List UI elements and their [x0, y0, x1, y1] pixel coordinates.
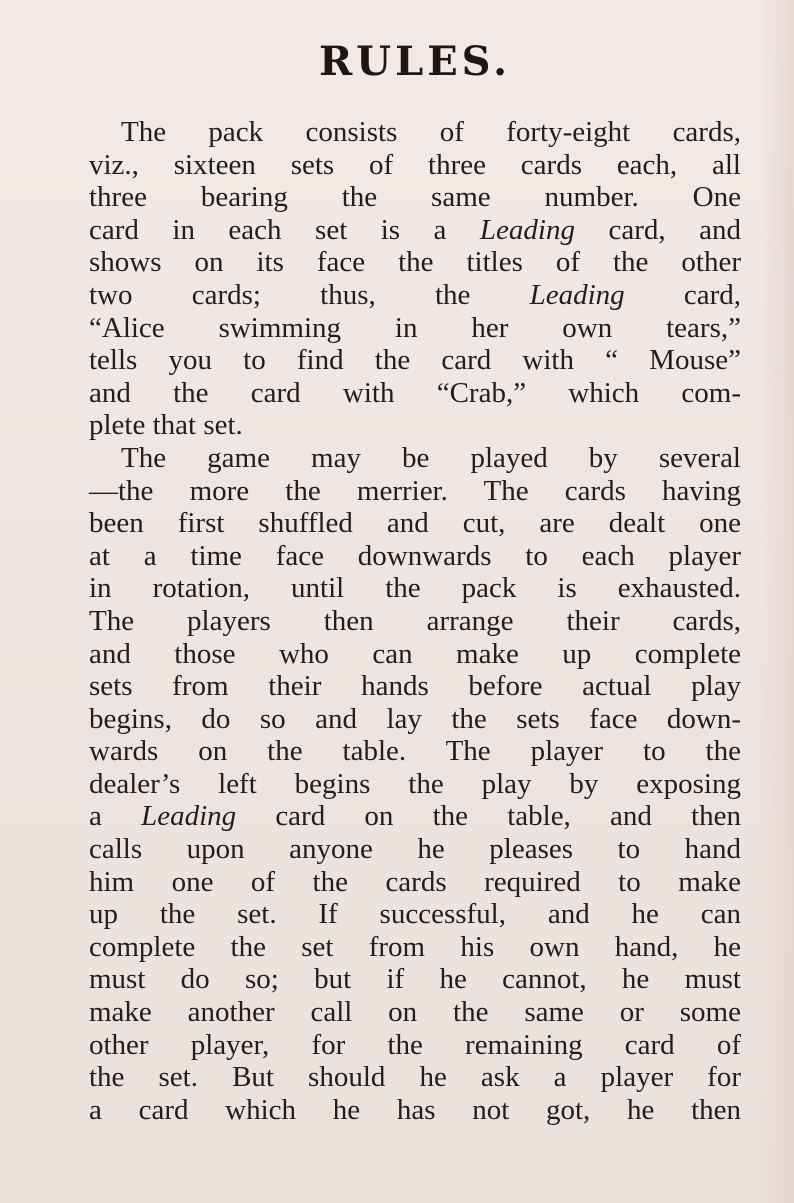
- text-line: plete that set.: [89, 409, 243, 442]
- text-line: a card which he has not got, he then: [89, 1093, 741, 1126]
- text-line: three bearing the same number. One: [89, 181, 741, 214]
- text-line: shows on its face the titles of the other: [89, 246, 741, 279]
- text-line: make another call on the same or some: [89, 996, 741, 1029]
- text-line: begins, do so and lay the sets face down-: [89, 702, 741, 735]
- text-line: a Leading card on the table, and then: [89, 800, 741, 833]
- text-line: in rotation, until the pack is exhausted.: [89, 572, 741, 605]
- text-line: “Alice swimming in her own tears,”: [89, 311, 741, 344]
- text-line: must do so; but if he cannot, he must: [89, 963, 741, 996]
- paragraph-2: [89, 442, 741, 1126]
- text-line: card in each set is a Leading card, and: [89, 213, 741, 246]
- rules-text: [89, 116, 741, 1126]
- text-line: been first shuffled and cut, are dealt one: [89, 507, 741, 540]
- text-line: viz., sixteen sets of three cards each, all: [89, 148, 741, 181]
- text-line: complete the set from his own hand, he: [89, 930, 741, 963]
- text-line: The game may be played by several: [121, 441, 741, 474]
- text-line: the set. But should he ask a player for: [89, 1061, 741, 1094]
- text-line: wards on the table. The player to the: [89, 735, 741, 768]
- text-line: sets from their hands before actual play: [89, 670, 741, 703]
- text-line: tells you to find the card with “ Mouse”: [89, 344, 741, 377]
- text-line: calls upon anyone he pleases to hand: [89, 833, 741, 866]
- text-line: —the more the merrier. The cards having: [89, 474, 741, 507]
- text-line: other player, for the remaining card of: [89, 1028, 741, 1061]
- page-title: RULES.: [318, 38, 512, 85]
- text-line: The pack consists of forty-eight cards,: [121, 116, 741, 148]
- text-line: at a time face downwards to each player: [89, 539, 741, 572]
- text-line: him one of the cards required to make: [89, 865, 741, 898]
- text-line: two cards; thus, the Leading card,: [89, 278, 741, 311]
- page-edge-shadow: [760, 0, 794, 1203]
- text-line: up the set. If successful, and he can: [89, 898, 741, 931]
- text-line: and those who can make up complete: [89, 637, 741, 670]
- text-line: dealer’s left begins the play by exposing: [89, 767, 741, 800]
- text-line: The players then arrange their cards,: [89, 604, 741, 637]
- text-line: and the card with “Crab,” which com-: [89, 376, 741, 409]
- paragraph-1: [89, 116, 741, 442]
